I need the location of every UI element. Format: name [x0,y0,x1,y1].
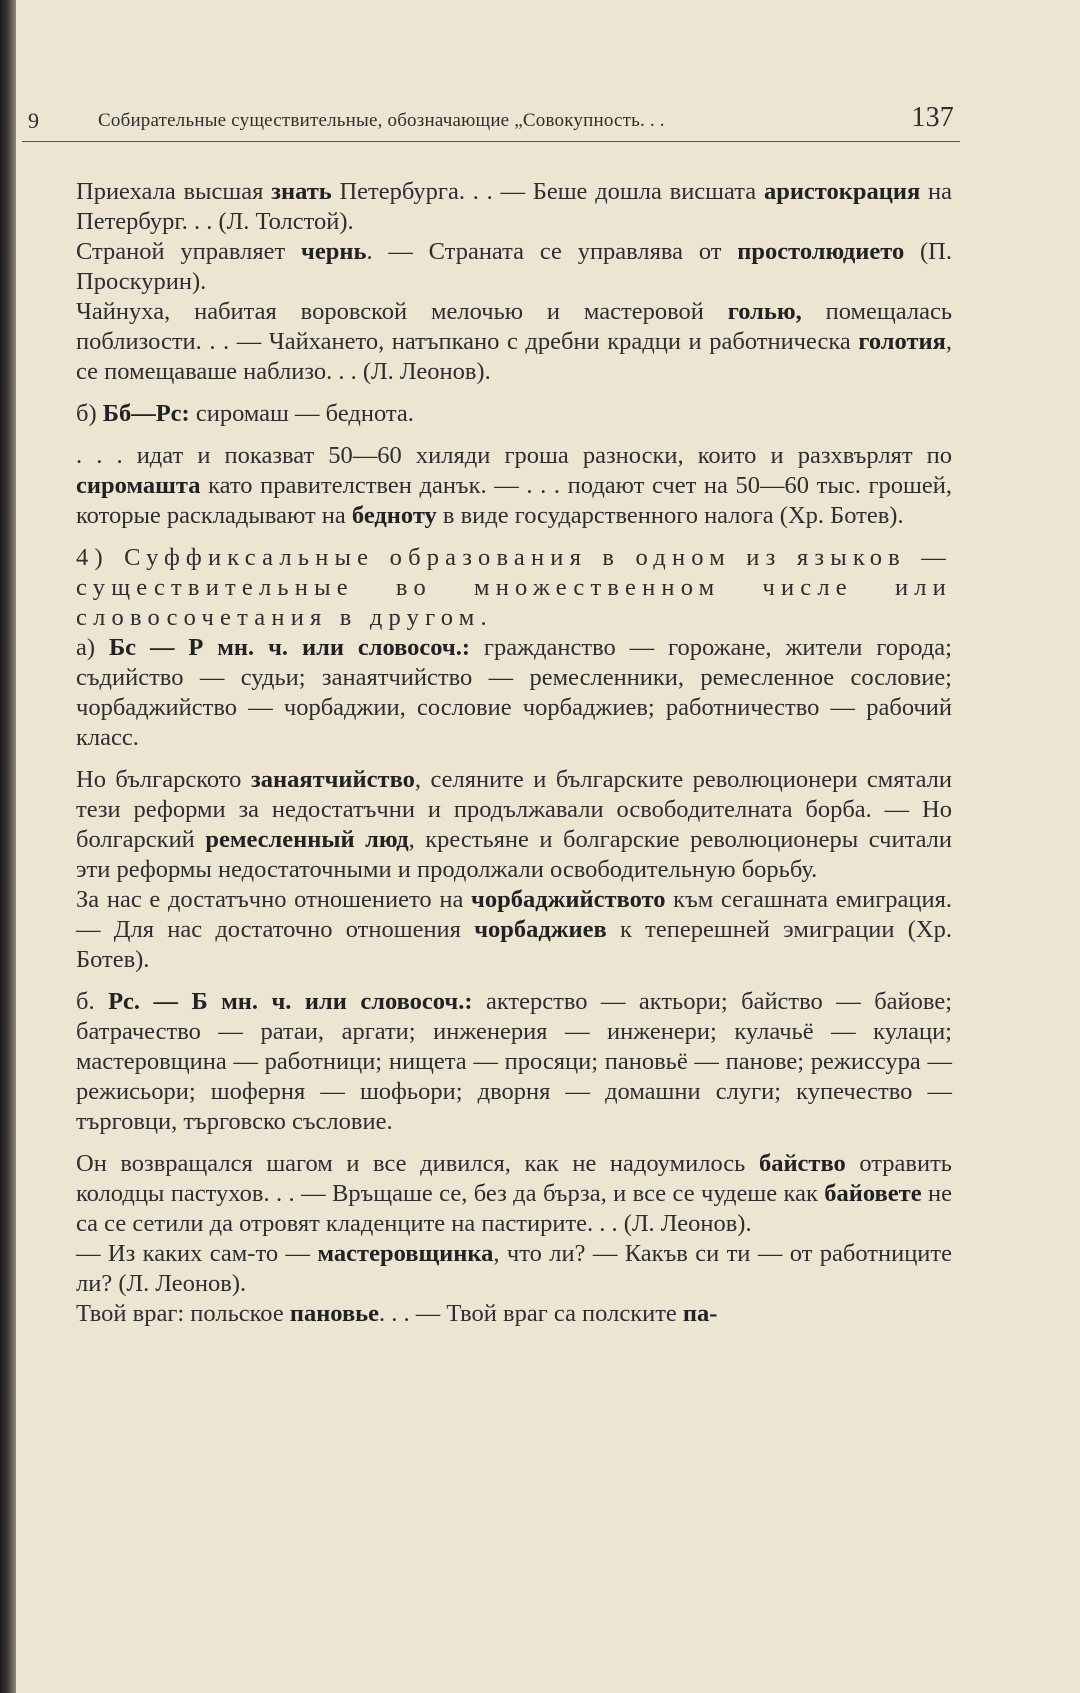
bold-term: Бс — Р мн. ч. или словосоч.: [108,634,471,661]
paragraph [76,297,952,387]
text-run: б) [76,400,103,427]
header-title: Собирательные существительные, обозначающие „Совокупность. . . [98,110,665,131]
text-run: 4) Суффиксальные образования в одном из языков — существительные во множественном числе или словосочетания в другом. [76,544,952,631]
book-spine-shadow [0,0,16,1693]
text-run: като правителствен данък. — . . . подают счет на 50—60 тыс. грошей, которые раскладывают на [76,472,952,529]
text-run: към сегашната емиграция. — Для нас достаточно отношения [76,886,952,943]
bold-term: байовете [824,1180,922,1207]
header-rule [22,141,960,142]
text-run: , крестьяне и болгарские революционеры считали эти реформы недостаточными и продолжали освободительную борьбу. [76,826,953,883]
text-run: Он возвращался шагом и все дивился, как не надоумилось [76,1150,759,1177]
text-run: . . . — Твой враг са полските [379,1300,683,1327]
bold-term: мастеровщинка [317,1240,494,1267]
bold-term: аристокрация [763,178,921,205]
text-run: на Петербург. . . (Л. Толстой). [76,178,952,235]
text-run: За нас е достатъчно отношението на [76,886,472,913]
text-run: , селяните и българските революционери смятали тези реформи за недостатъчни и продължавали освободителната борба. — Но болгарский [76,766,952,853]
bold-term: бедноту [351,502,437,529]
page-body [76,177,952,1329]
paragraph [76,441,952,531]
text-run: в виде государственного налога (Хр. Ботев). [436,502,904,529]
bold-term: сиромашта [76,472,201,499]
bold-term: простолюдието [737,238,905,265]
bold-term: пановье [289,1300,380,1327]
paragraph [76,633,952,753]
text-run: . — Страната се управлява от [366,238,738,265]
paragraph [76,885,952,975]
bold-term: голью, [727,298,802,325]
bold-term: чорбаджиев [474,916,607,943]
paragraph [76,237,952,297]
bold-term: Рс. — Б мн. ч. или словосоч.: [108,988,473,1015]
bold-term: знать [271,178,332,205]
text-run: . . . идат и показват 50—60 хиляди гроша разноски, които и разхвърлят по [76,442,952,469]
text-run: — Из каких сам-то — [76,1240,318,1267]
bold-term: байство [758,1150,846,1177]
bold-term: чернь [301,238,367,265]
bold-term: голотия [858,328,946,355]
paragraph [76,987,952,1137]
text-run: гражданство — горожане, жители города; съдийство — судьи; занаятчийство — ремесленники, ремесленное сословие; чорбаджийство — чорбаджии, сословие чорбаджиев; работничество — рабочий класс. [76,634,952,751]
bold-term: ремесленный люд [205,826,409,853]
text-run: Чайнуха, набитая воровской мелочью и мастеровой [76,298,728,325]
text-run: помещалась поблизости. . . — Чайхането, натъпкано с дребни крадци и работническа [76,298,952,355]
bold-term: па- [682,1300,718,1327]
paragraph [76,765,952,885]
text-run: Приехала высшая [76,178,272,205]
text-run: сиромаш — беднота. [189,400,414,427]
text-run: не са се сетили да отровят кладенците на пастирите. . . (Л. Леонов). [76,1180,952,1237]
paragraph [76,399,952,429]
bold-term: чорбаджийството [471,886,666,913]
text-run: Твой враг: польское [76,1300,290,1327]
paragraph [76,177,952,237]
paragraph [76,1149,952,1239]
text-run: , что ли? — Какъв си ти — от работниците ли? (Л. Леонов). [76,1240,953,1297]
text-run: (П. Проскурин). [76,238,952,295]
text-run: актерство — актьори; байство — байове; батрачество — ратаи, аргати; инженерия — инженери; кулачьё — кулаци; мастеровщина — работници; нищета — просяци; пановьё — панове; режиссура — режисьори; шоферня — шофьори; дворня — домашни слуги; купечество — търговци, търговско съсловие. [76,988,953,1135]
section-heading [76,543,952,633]
text-run: а) [76,634,109,661]
text-run: Петербурга. . . — Беше дошла висшата [331,178,764,205]
bold-term: занаятчийство [250,766,415,793]
text-run: , се помещаваше наблизо. . . (Л. Леонов). [76,328,952,385]
page-number: 137 [911,102,954,133]
section-number: 9 [28,108,40,133]
text-run: к теперешней эмиграции (Хр. Ботев). [76,916,952,973]
paragraph [76,1239,952,1299]
text-run: Страной управляет [76,238,302,265]
running-header [22,100,960,136]
text-run: отравить колодцы пастухов. . . — Връщаше се, без да бърза, и все се чудеше как [76,1150,952,1207]
bold-term: Бб—Рс: [102,400,190,427]
paragraph [76,1299,952,1329]
text-run: Но българското [76,766,251,793]
text-run: б. [76,988,109,1015]
